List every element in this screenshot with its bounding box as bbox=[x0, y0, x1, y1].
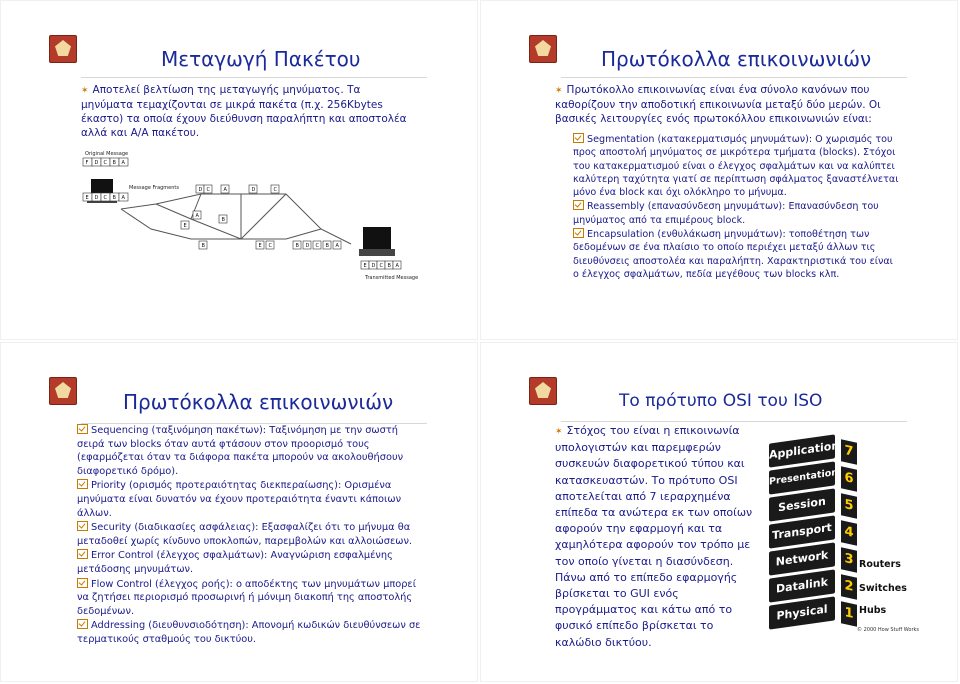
university-logo-icon bbox=[529, 35, 557, 63]
device-hubs: Hubs bbox=[859, 605, 887, 616]
slide-title: Μεταγωγή Πακέτου bbox=[161, 47, 361, 71]
slide-protocols-2 bbox=[0, 342, 478, 682]
svg-text:D: D bbox=[94, 195, 99, 201]
title-divider bbox=[561, 421, 907, 422]
list-item: Sequencing (ταξινόμηση πακέτων): Ταξινόμηση με την σωστή σειρά των blocks όταν αυτά φτάσουν στον προορισμό τους (εφαρμόζεται όταν τα διάφορα πακέτα μπορούν να ακολουθήσουν διαφορετικό δρόμο). bbox=[77, 425, 404, 477]
device-routers: Routers bbox=[859, 559, 901, 570]
bullet-icon: ✶ bbox=[555, 427, 563, 437]
slide-protocols-1 bbox=[480, 0, 958, 340]
list-item: Addressing (διευθυνσιοδότηση): Απονομή κωδικών διευθύνσεων σε τερματικούς σταθμούς του δικτύου. bbox=[77, 620, 421, 645]
svg-text:B: B bbox=[201, 243, 205, 249]
svg-text:C: C bbox=[315, 243, 319, 249]
orig-cell: F bbox=[85, 160, 89, 166]
orig-cell: B bbox=[112, 160, 116, 166]
svg-text:B: B bbox=[112, 195, 116, 201]
svg-text:D: D bbox=[198, 187, 203, 193]
bullet-icon: ✶ bbox=[555, 86, 563, 96]
bullet-icon: ✶ bbox=[81, 86, 89, 96]
device-switches: Switches bbox=[859, 583, 907, 594]
message-fragments-label: Message Fragments bbox=[129, 185, 179, 191]
svg-text:C: C bbox=[268, 243, 272, 249]
checkbox-bullet-icon bbox=[77, 578, 88, 588]
slide-body bbox=[81, 83, 411, 140]
slide-title: Πρωτόκολλα επικοινωνιών bbox=[601, 47, 872, 71]
slide-title: Πρωτόκολλα επικοινωνιών bbox=[123, 390, 394, 414]
svg-text:E: E bbox=[183, 223, 187, 229]
checkbox-bullet-icon bbox=[77, 424, 88, 434]
svg-text:C: C bbox=[103, 195, 107, 201]
svg-text:E: E bbox=[258, 243, 262, 249]
svg-text:A: A bbox=[395, 263, 399, 269]
body-text: Αποτελεί βελτίωση της μεταγωγής μηνύματος. Τα μηνύματα τεμαχίζονται σε μικρά πακέτα (π.χ. 256Kbytes έκαστο) τα οποία έχουν διεύθυνση παραλήπτη και αποστολέα αλλά και Α/Α πακέτου. bbox=[81, 84, 407, 139]
intro-paragraph: ✶ Πρωτόκολλο επικοινωνίας είναι ένα σύνολο κανόνων που καθορίζουν την αποδοτική επικοινωνία μεταξύ δύο μερών. Οι βασικές λειτουργίες ενός πρωτοκόλλου επικοινωνιών είναι: bbox=[555, 84, 881, 125]
svg-text:E: E bbox=[363, 263, 367, 269]
osi-layer-stack: Application 7 Presentation 6 Session 5 Transport 4 Network 3 Datalink 2 Physical 1 bbox=[769, 439, 869, 635]
title-divider bbox=[81, 77, 427, 78]
slide-body bbox=[77, 423, 427, 647]
list-item: Security (διαδικασίες ασφάλειας): Εξασφαλίζει ότι το μήνυμα θα μεταδοθεί χωρίς κίνδυνο υποκλοπών, παρεμβολών και αλλοιώσεων. bbox=[77, 522, 413, 547]
svg-text:D: D bbox=[371, 263, 376, 269]
checkbox-bullet-icon bbox=[77, 479, 88, 489]
slide-packet-switching bbox=[0, 0, 478, 340]
svg-text:E: E bbox=[85, 195, 89, 201]
list-item: Priority (ορισμός προτεραιότητας διεκπεραίωσης): Ορισμένα μηνύματα είναι δυνατόν να έχουν προτεραιότητα έναντι κάποιων άλλων. bbox=[77, 480, 402, 519]
checkbox-bullet-icon bbox=[77, 619, 88, 629]
checkbox-bullet-icon bbox=[77, 549, 88, 559]
slide-title: Το πρότυπο OSI του ISO bbox=[619, 391, 823, 411]
transmitted-message-label: Transmitted Message bbox=[365, 275, 419, 281]
svg-text:B: B bbox=[295, 243, 299, 249]
svg-text:C: C bbox=[273, 187, 277, 193]
slide-body: ✶ Στόχος του είναι η επικοινωνία υπολογιστών και παρεμφερών συσκευών διαφορετικού τύπου και κατασκευαστών. Το πρότυπο OSI αποτελείται από 7 ιεραρχημένα επίπεδα τα ανώτερα εκ των οποίων αφορούν την εφαρμογή και τα χαμηλότερα αφορούν τον τρόπο με τον οποίο γίνεται η διασύνδεση. Πάνω από το επίπεδο εφαρμογής βρίσκεται το GUI ενός προγράμματος και κάτω από το φυσικό επίπεδο βρίσκεται το καλώδιο δικτύου. bbox=[555, 424, 753, 649]
packet-switching-diagram bbox=[81, 149, 419, 284]
checkbox-bullet-icon bbox=[77, 521, 88, 531]
university-logo-icon bbox=[49, 35, 77, 63]
list-item: Reassembly (επανασύνδεση μηνυμάτων): Επανασύνδεση του μηνύματος από τα επιμέρους block. bbox=[573, 201, 879, 226]
svg-text:A: A bbox=[195, 213, 199, 219]
image-credit: © 2000 How Stuff Works bbox=[857, 627, 920, 633]
svg-text:C: C bbox=[206, 187, 210, 193]
slide-osi-model bbox=[480, 342, 958, 682]
checkbox-bullet-icon bbox=[573, 200, 584, 210]
university-logo-icon bbox=[49, 377, 77, 405]
original-message-label: Original Message bbox=[85, 151, 129, 157]
orig-cell: C bbox=[103, 160, 107, 166]
svg-text:A: A bbox=[121, 195, 125, 201]
svg-text:A: A bbox=[335, 243, 339, 249]
orig-cell: D bbox=[94, 160, 99, 166]
svg-text:B: B bbox=[221, 217, 225, 223]
university-logo-icon bbox=[529, 377, 557, 405]
orig-cell: A bbox=[121, 160, 125, 166]
svg-text:D: D bbox=[305, 243, 310, 249]
list-item: Flow Control (έλεγχος ροής): ο αποδέκτης των μηνυμάτων μπορεί να ζητήσει περιορισμό προσωρινή ή μόνιμη διακοπή της αποστολής δεδομένων. bbox=[77, 578, 417, 617]
slide-body bbox=[555, 83, 899, 281]
svg-text:B: B bbox=[387, 263, 391, 269]
svg-text:A: A bbox=[223, 187, 227, 193]
svg-text:C: C bbox=[379, 263, 383, 269]
svg-text:D: D bbox=[251, 187, 256, 193]
checkbox-bullet-icon bbox=[573, 133, 584, 143]
title-divider bbox=[561, 77, 907, 78]
list-item: Segmentation (κατακερματισμός μηνυμάτων): Ο χωρισμός του προς αποστολή μηνύματος σε μικρότερα τμήματα (blocks). Στόχοι του κατακερματισμού είναι ο έλεγχος σφαλμάτων και να καλύπτει καλύτερη ταχύτητα γιατί σε περίπτωση σφάλματος ξαναστέλνεται μόνο ένα block και όχι ολόκληρο το μήνυμα. bbox=[573, 134, 899, 199]
list-item: Error Control (έλεγχος σφαλμάτων): Αναγνώριση εσφαλμένης μετάδοσης μηνυμάτων. bbox=[77, 550, 393, 575]
svg-text:B: B bbox=[325, 243, 329, 249]
checkbox-bullet-icon bbox=[573, 228, 584, 238]
list-item: Encapsulation (ενθυλάκωση μηνυμάτων): τοποθέτηση των δεδομένων σε ένα πλαίσιο το οποίο περιέχει μεταξύ άλλων τις διευθύνσεις αποστολέα και παραλήπτη. Χαρακτηριστικά του είναι ο έλεγχος σφαλμάτων, πεδία μεγέθους των blocks κλπ. bbox=[573, 229, 893, 280]
